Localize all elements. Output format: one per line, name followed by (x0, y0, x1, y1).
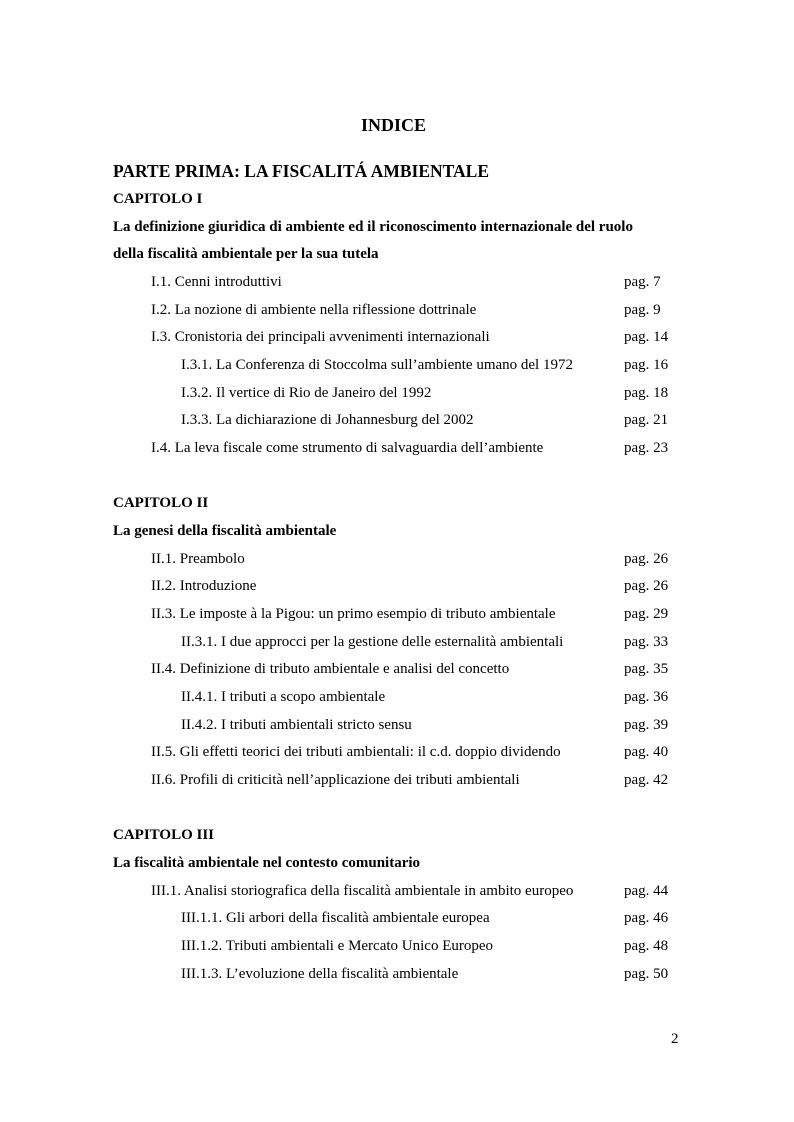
toc-page-ref: pag. 40 (624, 744, 669, 760)
toc-page-ref: pag. 9 (624, 302, 661, 318)
toc-page-ref: pag. 21 (624, 412, 669, 428)
page-number: 2 (671, 1031, 679, 1047)
toc-entry[interactable]: I.4. La leva fiscale come strumento di salvaguardia dell’ambiente (151, 440, 544, 456)
toc-page-ref: pag. 14 (624, 329, 669, 345)
toc-page-ref: pag. 42 (624, 772, 669, 788)
toc-page-ref: pag. 50 (624, 966, 669, 982)
toc-entry[interactable]: II.4. Definizione di tributo ambientale e analisi del concetto (151, 661, 510, 677)
chapter-1-heading: CAPITOLO I (113, 191, 203, 207)
toc-entry[interactable]: I.3.3. La dichiarazione di Johannesburg del 2002 (181, 412, 474, 428)
toc-page-ref: pag. 29 (624, 606, 669, 622)
chapter-1-subtitle-line-2: della fiscalità ambientale per la sua tutela (113, 246, 379, 262)
toc-entry[interactable]: I.1. Cenni introduttivi (151, 274, 282, 290)
toc-page-ref: pag. 36 (624, 689, 669, 705)
toc-entry[interactable]: II.5. Gli effetti teorici dei tributi ambientali: il c.d. doppio dividendo (151, 744, 561, 760)
toc-entry[interactable]: I.3.2. Il vertice di Rio de Janeiro del 1992 (181, 385, 432, 401)
toc-page-ref: pag. 18 (624, 385, 669, 401)
toc-page-ref: pag. 26 (624, 578, 669, 594)
toc-page-ref: pag. 35 (624, 661, 669, 677)
toc-entry[interactable]: I.3. Cronistoria dei principali avvenimenti internazionali (151, 329, 490, 345)
toc-page-ref: pag. 33 (624, 634, 669, 650)
chapter-3-heading: CAPITOLO III (113, 827, 215, 843)
toc-entry[interactable]: III.1.3. L’evoluzione della fiscalità ambientale (181, 966, 459, 982)
toc-page-ref: pag. 7 (624, 274, 661, 290)
chapter-1-subtitle-line-1: La definizione giuridica di ambiente ed il riconoscimento internazionale del ruolo (113, 219, 633, 235)
chapter-2-heading: CAPITOLO II (113, 495, 209, 511)
index-title: INDICE (361, 115, 427, 135)
toc-entry[interactable]: I.3.1. La Conferenza di Stoccolma sull’ambiente umano del 1972 (181, 357, 573, 373)
toc-page-ref: pag. 39 (624, 717, 669, 733)
toc-entry[interactable]: II.4.1. I tributi a scopo ambientale (181, 689, 386, 705)
chapter-2-subtitle: La genesi della fiscalità ambientale (113, 523, 337, 539)
toc-entry[interactable]: II.6. Profili di criticità nell’applicazione dei tributi ambientali (151, 772, 520, 788)
toc-entry[interactable]: II.2. Introduzione (151, 578, 257, 594)
toc-page-ref: pag. 46 (624, 910, 669, 926)
toc-entry[interactable]: III.1.2. Tributi ambientali e Mercato Unico Europeo (181, 938, 494, 954)
toc-entry[interactable]: I.2. La nozione di ambiente nella riflessione dottrinale (151, 302, 477, 318)
toc-entry[interactable]: II.3. Le imposte à la Pigou: un primo esempio di tributo ambientale (151, 606, 556, 622)
toc-page-ref: pag. 16 (624, 357, 669, 373)
chapter-3-subtitle: La fiscalità ambientale nel contesto comunitario (113, 855, 421, 871)
toc-page-ref: pag. 26 (624, 551, 669, 567)
toc-entry[interactable]: III.1.1. Gli arbori della fiscalità ambientale europea (181, 910, 490, 926)
toc-entry[interactable]: II.3.1. I due approcci per la gestione delle esternalità ambientali (181, 634, 564, 650)
toc-page-ref: pag. 44 (624, 883, 669, 899)
toc-entry[interactable]: II.4.2. I tributi ambientali stricto sensu (181, 717, 412, 733)
toc-page-ref: pag. 23 (624, 440, 669, 456)
toc-page-ref: pag. 48 (624, 938, 669, 954)
toc-entry[interactable]: II.1. Preambolo (151, 551, 245, 567)
part-heading: PARTE PRIMA: LA FISCALITÁ AMBIENTALE (113, 161, 490, 181)
toc-entry[interactable]: III.1. Analisi storiografica della fiscalità ambientale in ambito europeo (151, 883, 574, 899)
